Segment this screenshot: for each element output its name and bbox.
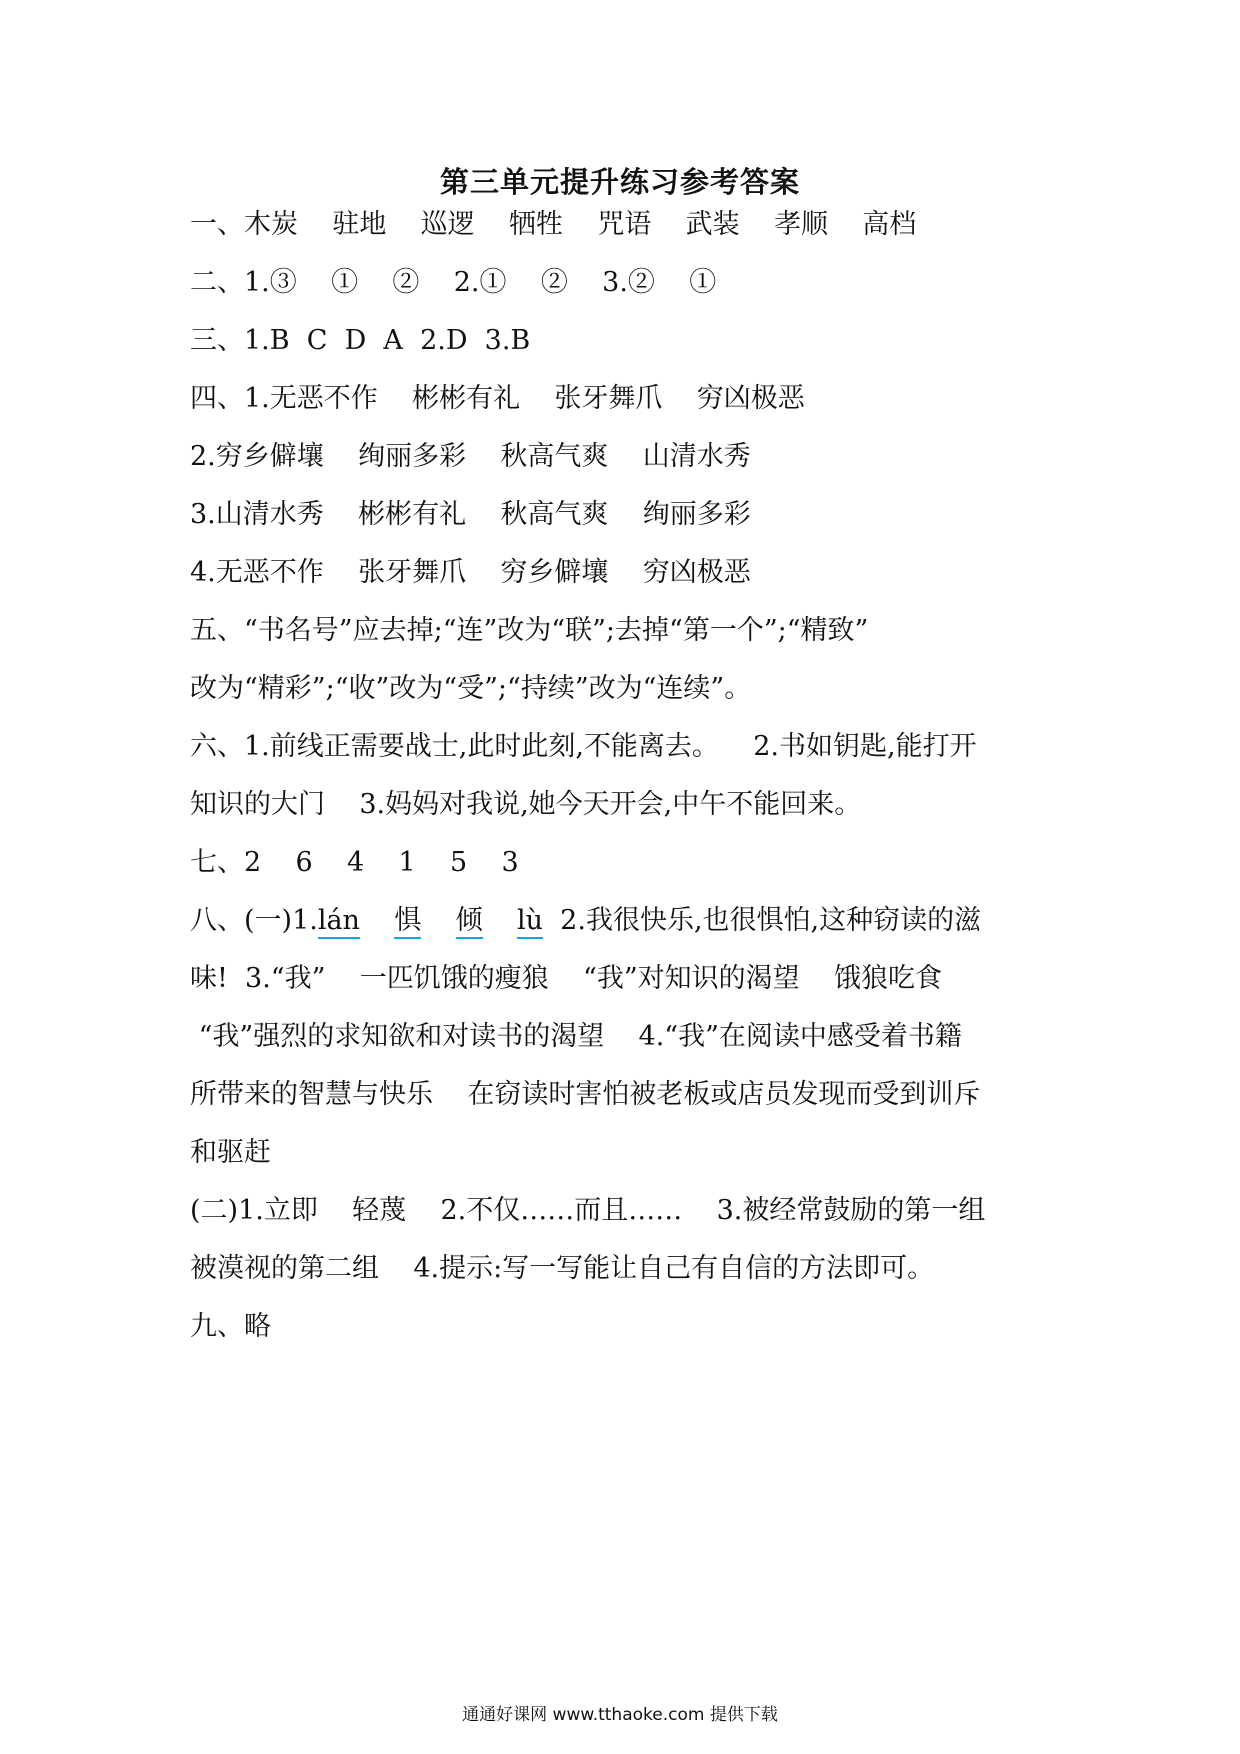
underlined-answer-4: lù bbox=[517, 905, 543, 939]
answer-line-2: 二、1.③ ① ② 2.① ② 3.② ① bbox=[190, 267, 717, 298]
answer-line-1: 一、木炭 驻地 巡逻 牺牲 咒语 武装 孝顺 高档 bbox=[190, 209, 917, 240]
answer-line-12: 七、2 6 4 1 5 3 bbox=[190, 847, 519, 878]
underlined-answer-2: 惧 bbox=[394, 905, 421, 939]
line-prefix: 八、(一)1. bbox=[190, 905, 318, 936]
answer-line-6: 3.山清水秀 彬彬有礼 秋高气爽 绚丽多彩 bbox=[190, 499, 751, 530]
answer-line-17: 和驱赶 bbox=[190, 1137, 271, 1168]
answer-line-10: 六、1.前线正需要战士,此时此刻,不能离去。 2.书如钥匙,能打开 bbox=[190, 731, 977, 762]
answer-line-3: 三、1.B C D A 2.D 3.B bbox=[190, 325, 531, 356]
answer-line-20: 九、略 bbox=[190, 1311, 271, 1342]
answer-line-4: 四、1.无恶不作 彬彬有礼 张牙舞爪 穷凶极恶 bbox=[190, 383, 805, 414]
footer-source: 通通好课网 www.tthaoke.com 提供下载 bbox=[462, 1705, 778, 1725]
answer-line-18: (二)1.立即 轻蔑 2.不仅……而且…… 3.被经常鼓励的第一组 bbox=[190, 1195, 986, 1226]
answer-line-15: “我”强烈的求知欲和对读书的渴望 4.“我”在阅读中感受着书籍 bbox=[190, 1021, 962, 1052]
answer-line-19: 被漠视的第二组 4.提示:写一写能让自己有自信的方法即可。 bbox=[190, 1253, 935, 1284]
underlined-answer-3: 倾 bbox=[456, 905, 483, 939]
line-rest: 2.我很快乐,也很惧怕,这种窃读的滋 bbox=[543, 905, 982, 936]
underlined-answer-1: lán bbox=[318, 905, 360, 939]
answer-line-13 bbox=[190, 901, 1060, 941]
answer-line-16: 所带来的智慧与快乐 在窃读时害怕被老板或店员发现而受到训斥 bbox=[190, 1079, 981, 1110]
page-title: 第三单元提升练习参考答案 bbox=[439, 165, 800, 199]
answer-line-8: 五、“书名号”应去掉;“连”改为“联”;去掉“第一个”;“精致” bbox=[190, 615, 869, 646]
answer-line-14: 味! 3.“我” 一匹饥饿的瘦狼 “我”对知识的渴望 饿狼吃食 bbox=[190, 963, 942, 994]
answer-line-9: 改为“精彩”;“收”改为“受”;“持续”改为“连续”。 bbox=[190, 673, 752, 704]
answer-line-5: 2.穷乡僻壤 绚丽多彩 秋高气爽 山清水秀 bbox=[190, 441, 751, 472]
answer-line-11: 知识的大门 3.妈妈对我说,她今天开会,中午不能回来。 bbox=[190, 789, 862, 820]
answer-line-7: 4.无恶不作 张牙舞爪 穷乡僻壤 穷凶极恶 bbox=[190, 557, 751, 588]
